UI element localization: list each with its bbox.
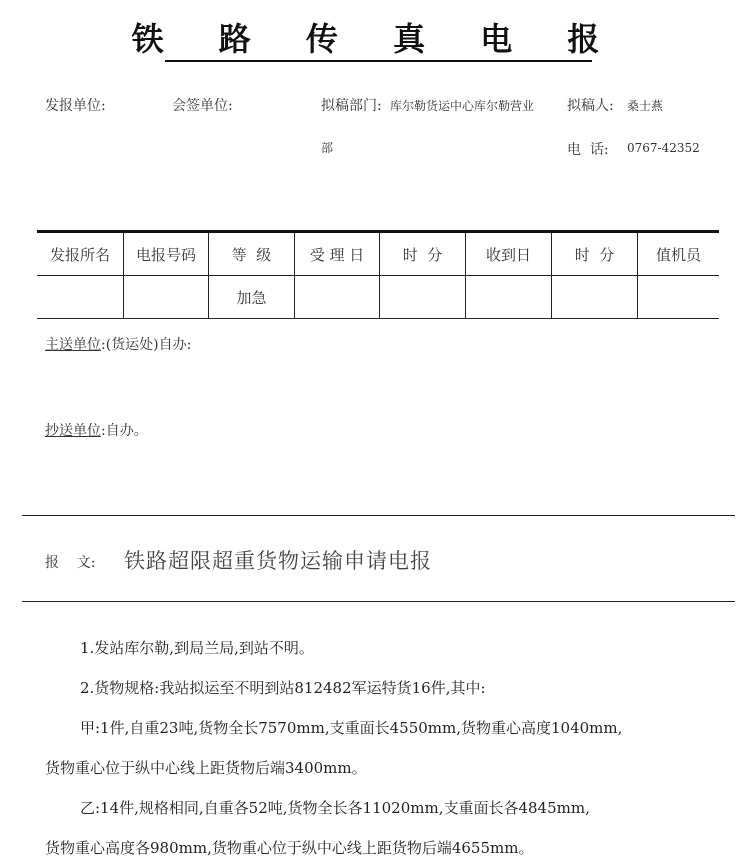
drafting-dept-label: 拟稿部门: xyxy=(321,98,382,114)
body-paragraph: 甲:1件,自重23吨,货物全长7570mm,支重面长4550mm,货物重心高度1040mm, xyxy=(80,719,623,737)
table-header-cell: 收到日 xyxy=(466,232,552,276)
copy-unit-line xyxy=(45,420,148,440)
sender-unit-label: 发报单位: xyxy=(45,98,106,114)
drafting-dept-value: 库尔勒货运中心库尔勒营业 xyxy=(390,99,535,113)
table-header-cell: 时 分 xyxy=(380,232,466,276)
table-cell: 加急 xyxy=(209,276,295,319)
table-header-cell: 电报号码 xyxy=(124,232,209,276)
divider-top xyxy=(22,515,735,516)
table-header-cell: 等 级 xyxy=(209,232,295,276)
table-header-cell: 发报所名 xyxy=(37,232,124,276)
body-paragraph: 2.货物规格:我站拟运至不明到站812482军运特货16件,其中: xyxy=(80,679,486,697)
telegram-info-table xyxy=(37,230,719,319)
title-underline xyxy=(165,60,592,62)
body-paragraph: 货物重心位于纵中心线上距货物后端3400mm。 xyxy=(45,759,367,777)
copy-unit-label: 抄送单位 xyxy=(45,423,101,439)
table-cell xyxy=(466,276,552,319)
cosign-unit-label: 会签单位: xyxy=(172,98,233,114)
table-header-cell: 受 理 日 xyxy=(295,232,380,276)
main-unit-line xyxy=(45,334,191,354)
copy-unit-value: :自办。 xyxy=(101,423,148,439)
page-title: 铁 路 传 真 电 报 xyxy=(131,20,622,58)
main-unit-label: 主送单位 xyxy=(45,337,101,353)
table-cell xyxy=(37,276,124,319)
table-cell xyxy=(552,276,638,319)
drafter-label: 拟稿人: xyxy=(567,98,614,114)
table-header-row xyxy=(37,232,719,276)
phone-label: 电 话: xyxy=(567,142,609,158)
table-cell xyxy=(638,276,720,319)
drafter-value: 桑士燕 xyxy=(627,99,664,113)
main-unit-value: :(货运处)自办: xyxy=(101,337,192,353)
table-cell xyxy=(124,276,209,319)
message-subject: 铁路超限超重货物运输申请电报 xyxy=(124,549,432,573)
body-paragraph: 乙:14件,规格相同,自重各52吨,货物全长各11020mm,支重面长各4845mm, xyxy=(80,799,590,817)
table-cell xyxy=(295,276,380,319)
body-paragraph: 1.发站库尔勒,到局兰局,到站不明。 xyxy=(80,639,314,657)
table-header-cell: 值机员 xyxy=(638,232,720,276)
phone-value: 0767-42352 xyxy=(627,141,700,155)
message-label: 报 文: xyxy=(45,555,96,571)
table-cell xyxy=(380,276,466,319)
table-row xyxy=(37,276,719,319)
table-header-cell: 时 分 xyxy=(552,232,638,276)
body-paragraph: 货物重心高度各980mm,货物重心位于纵中心线上距货物后端4655mm。 xyxy=(45,839,534,857)
divider-bottom xyxy=(22,601,735,602)
drafting-dept-value-cont: 部 xyxy=(321,141,334,155)
